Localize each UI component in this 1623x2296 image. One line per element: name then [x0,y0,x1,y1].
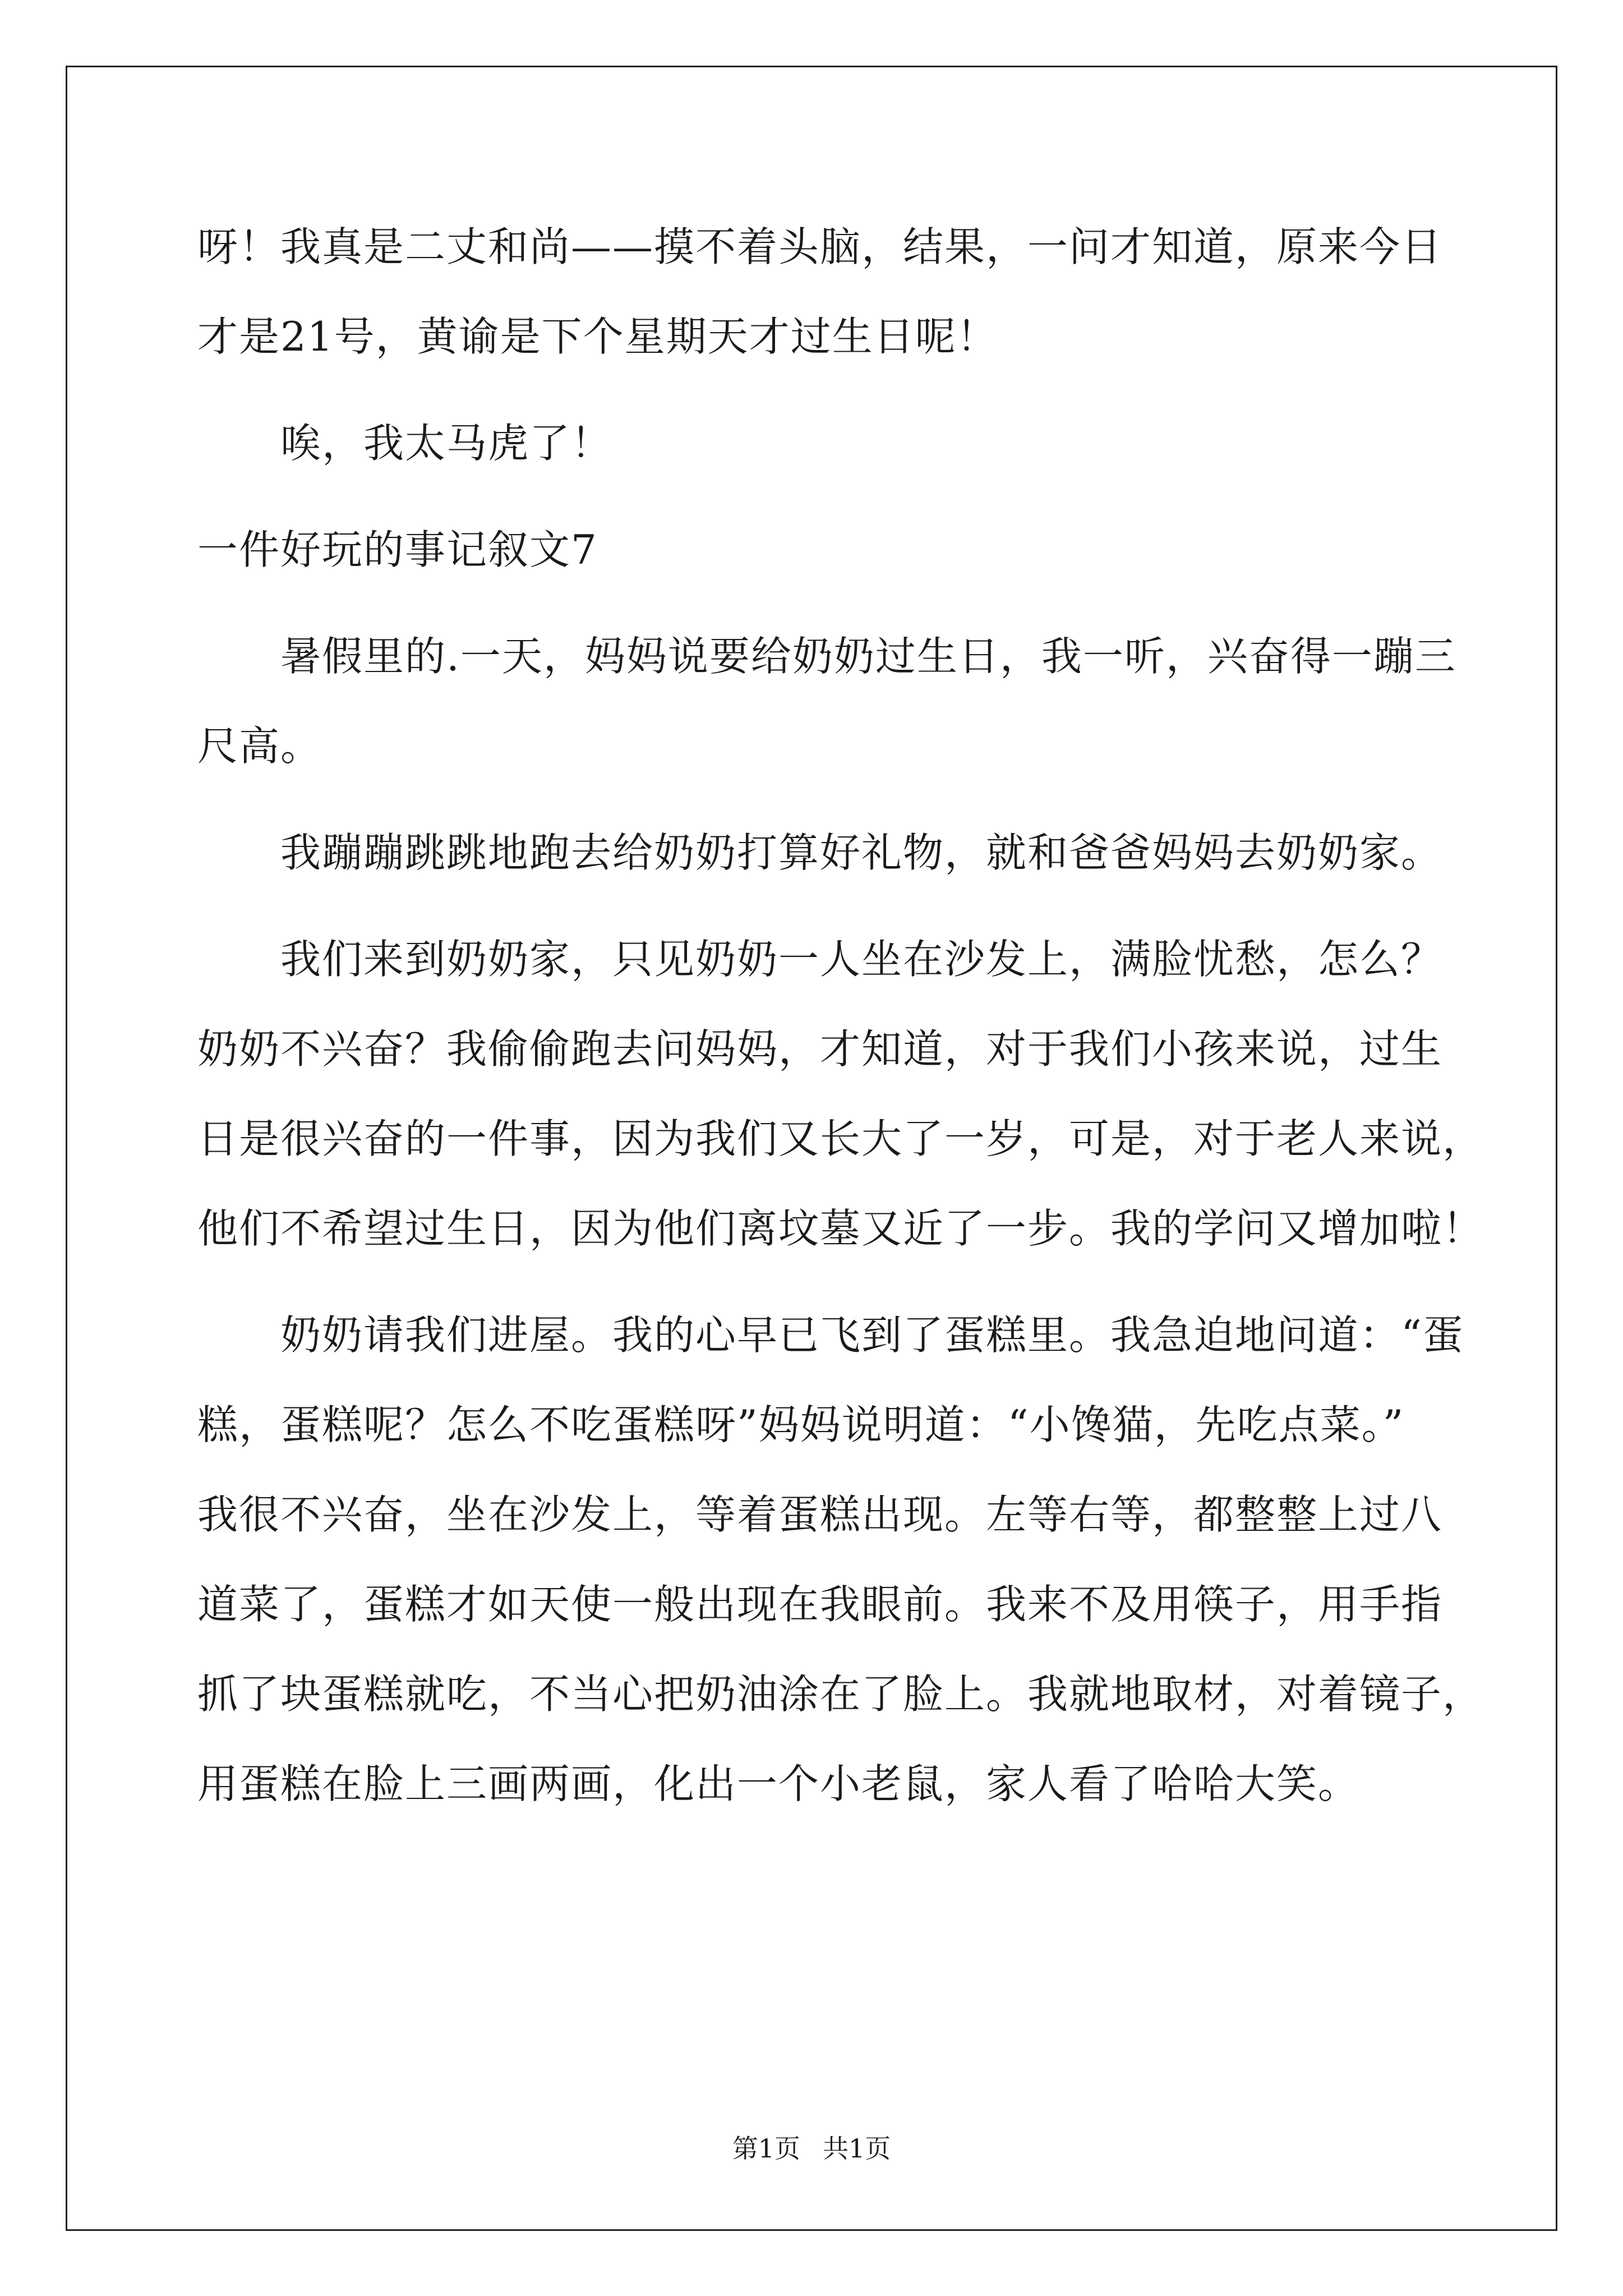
paragraph [197,1290,1484,1829]
text-line: 呀！我真是二丈和尚——摸不着头脑，结果，一问才知道，原来今日 [197,223,1443,270]
text-line: 才是21号，黄谕是下个星期天才过生日呢！ [197,313,998,360]
paragraph [197,611,1456,791]
heading-line: 一件好玩的事记叙文7 [197,526,598,573]
text-line: 我很不兴奋，坐在沙发上，等着蛋糕出现。左等右等，都整整上过八 [197,1491,1443,1538]
page-number: 第1页 [732,2133,800,2164]
paragraph [197,202,1443,381]
text-line: 奶奶不兴奋？我偷偷跑去问妈妈，才知道，对于我们小孩来说，过生 [197,1025,1443,1073]
text-line: 奶奶请我们进屋。我的心早已飞到了蛋糕里。我急迫地问道：“蛋 [280,1312,1464,1359]
page-total: 共1页 [823,2133,891,2164]
text-line: 他们不希望过生日，因为他们离坟墓又近了一步。我的学问又增加啦！ [197,1205,1484,1252]
paragraph [197,914,1484,1273]
text-line: 我们来到奶奶家，只见奶奶一人坐在沙发上，满脸忧愁，怎么？ [280,936,1443,983]
text-line: 日是很兴奋的一件事，因为我们又长大了一岁，可是，对于老人来说， [197,1115,1484,1162]
page-footer [0,2132,1623,2165]
text-line: 糕，蛋糕呢？怎么不吃蛋糕呀”妈妈说明道：“小馋猫，先吃点菜。” [197,1401,1405,1448]
section-heading [197,505,1437,595]
text-line: 暑假里的.一天，妈妈说要给奶奶过生日，我一听，兴奋得一蹦三 [280,633,1456,680]
text-line: 我蹦蹦跳跳地跑去给奶奶打算好礼物，就和爸爸妈妈去奶奶家。 [280,829,1443,876]
document-body [197,202,1484,1829]
paragraph [197,398,1437,488]
text-line: 唉，我太马虎了！ [280,420,613,467]
paragraph [197,808,1443,898]
text-line: 尺高。 [197,723,322,770]
text-line: 道菜了，蛋糕才如天使一般出现在我眼前。我来不及用筷子，用手指 [197,1581,1443,1628]
text-line: 抓了块蛋糕就吃，不当心把奶油涂在了脸上。我就地取材，对着镜子， [197,1671,1484,1718]
text-line: 用蛋糕在脸上三画两画，化出一个小老鼠，家人看了哈哈大笑。 [197,1760,1360,1807]
